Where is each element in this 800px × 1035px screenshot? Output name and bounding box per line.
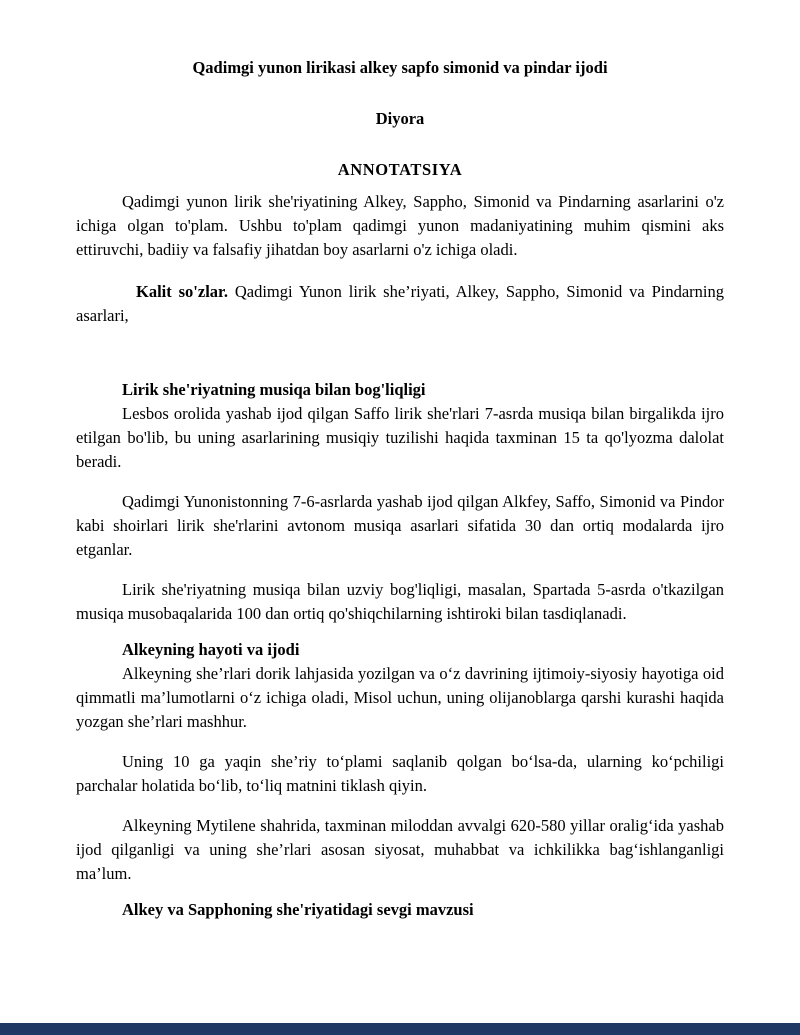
section-heading: Lirik she'riyatning musiqa bilan bog'liqligi [122,380,426,399]
keywords-label: Kalit so'zlar. [136,282,228,301]
document-section [76,378,724,626]
section-heading: Alkey va Sapphoning she'riyatidagi sevgi mavzusi [122,900,474,919]
keywords-paragraph [76,280,724,328]
section-heading: Alkeyning hayoti va ijodi [122,640,300,659]
body-paragraph: Qadimgi Yunonistonning 7-6-asrlarda yashab ijod qilgan Alkfey, Saffo, Simonid va Pindor kabi shoirlari lirik she'rlarini avtonom musiqa asarlari sifatida 30 dan ortiq modalarda ijro etganlar. [76,492,724,559]
keywords-text: Qadimgi Yunon lirik she’riyati, Alkey, Sappho, Simonid va Pindarning asarlari, [76,282,724,325]
annotation-heading: ANNOTATSIYA [337,160,463,179]
annotation-paragraph: Qadimgi yunon lirik she'riyatining Alkey, Sappho, Simonid va Pindarning asarlarini o'z ichiga olgan to'plam. Ushbu to'plam qadimgi yunon madaniyatining muhim qismini aks ettiruvchi, badiiy va falsafiy jihatdan boy asarlarni o'z ichiga oladi. [76,192,724,259]
document-title: Qadimgi yunon lirikasi alkey sapfo simonid va pindar ijodi [192,58,608,77]
body-paragraph: Lesbos orolida yashab ijod qilgan Saffo lirik she'rlari 7-asrda musiqa bilan birgalikda ijro etilgan bo'lib, bu uning asarlarining musiqiy tuzilishi haqida taxminan 15 ta qo'lyozma dalolat beradi. [76,404,724,471]
author-name: Diyora [375,109,425,128]
page-bottom-bar [0,1023,800,1035]
body-paragraph: Uning 10 ga yaqin she’riy to‘plami saqlanib qolgan bo‘lsa-da, ularning ko‘pchiligi parchalar holatida bo‘lib, to‘liq matnini tiklash qiyin. [76,752,724,795]
document-section [76,898,724,922]
body-paragraph: Alkeyning Mytilene shahrida, taxminan miloddan avvalgi 620-580 yillar oralig‘ida yashab ijod qilganligi va uning she’rlari asosan siyosat, muhabbat va ichkilikka bag‘ishlanganligi ma’lum. [76,816,724,883]
document-sections [76,378,724,922]
body-paragraph: Lirik she'riyatning musiqa bilan uzviy bog'liqligi, masalan, Spartada 5-asrda o'tkazilgan musiqa musobaqalarida 100 dan ortiq qo'shiqchilarning ishtiroki bilan tasdiqlanadi. [76,580,724,623]
body-paragraph: Alkeyning she’rlari dorik lahjasida yozilgan va o‘z davrining ijtimoiy-siyosiy hayotiga oid qimmatli ma’lumotlarni o‘z ichiga oladi, Misol uchun, uning olijanoblarga qarshi kurashi haqida yozgan she’rlari mashhur. [76,664,724,731]
document-section [76,638,724,886]
